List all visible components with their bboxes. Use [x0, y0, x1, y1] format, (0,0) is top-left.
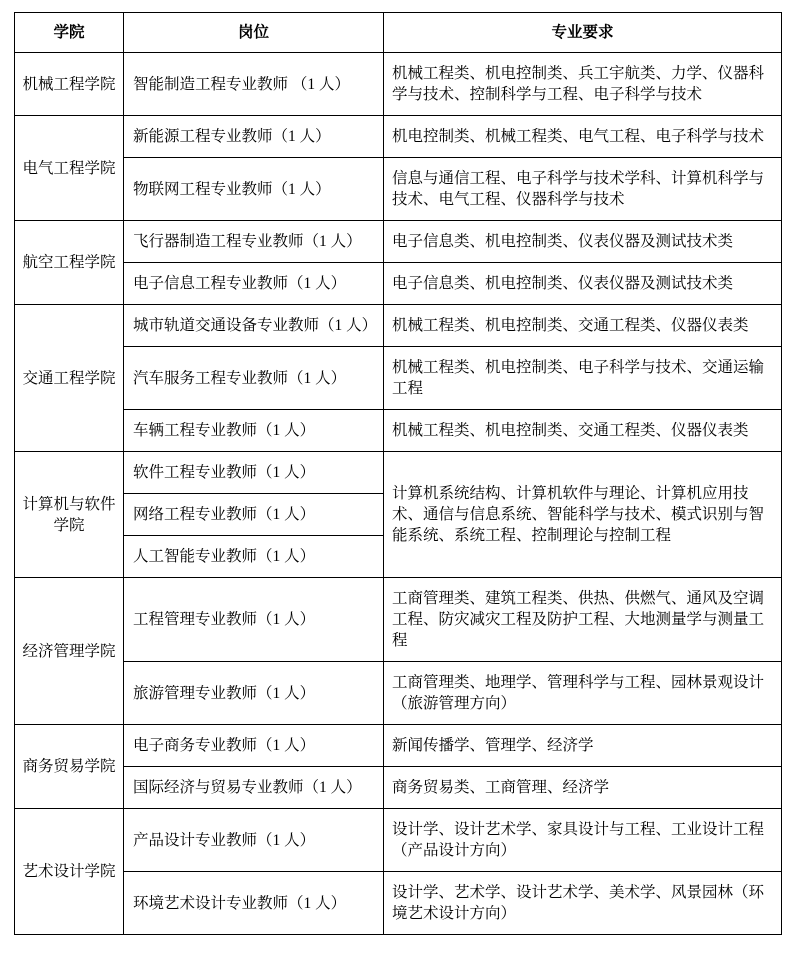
table-row — [15, 578, 782, 662]
table-row — [15, 347, 782, 410]
requirement-cell: 设计学、设计艺术学、家具设计与工程、工业设计工程（产品设计方向） — [384, 809, 782, 872]
header-college: 学院 — [15, 13, 124, 53]
college-cell: 计算机与软件学院 — [15, 452, 124, 578]
position-cell: 车辆工程专业教师（1 人） — [124, 410, 384, 452]
table-row — [15, 410, 782, 452]
college-cell: 商务贸易学院 — [15, 725, 124, 809]
requirement-cell: 电子信息类、机电控制类、仪表仪器及测试技术类 — [384, 263, 782, 305]
position-cell: 工程管理专业教师（1 人） — [124, 578, 384, 662]
position-cell: 智能制造工程专业教师 （1 人） — [124, 53, 384, 116]
position-cell: 网络工程专业教师（1 人） — [124, 494, 384, 536]
college-cell: 经济管理学院 — [15, 578, 124, 725]
table-row — [15, 872, 782, 935]
requirement-cell: 信息与通信工程、电子科学与技术学科、计算机科学与技术、电气工程、仪器科学与技术 — [384, 158, 782, 221]
requirement-cell: 机电控制类、机械工程类、电气工程、电子科学与技术 — [384, 116, 782, 158]
college-cell: 艺术设计学院 — [15, 809, 124, 935]
requirement-cell: 电子信息类、机电控制类、仪表仪器及测试技术类 — [384, 221, 782, 263]
table-row — [15, 725, 782, 767]
table-header-row — [15, 13, 782, 53]
position-cell: 汽车服务工程专业教师（1 人） — [124, 347, 384, 410]
position-cell: 城市轨道交通设备专业教师（1 人） — [124, 305, 384, 347]
table-row — [15, 452, 782, 494]
college-cell: 机械工程学院 — [15, 53, 124, 116]
recruitment-table — [14, 12, 782, 935]
table-row — [15, 767, 782, 809]
position-cell: 环境艺术设计专业教师（1 人） — [124, 872, 384, 935]
requirement-cell: 机械工程类、机电控制类、交通工程类、仪器仪表类 — [384, 305, 782, 347]
college-cell: 电气工程学院 — [15, 116, 124, 221]
college-cell: 交通工程学院 — [15, 305, 124, 452]
position-cell: 新能源工程专业教师（1 人） — [124, 116, 384, 158]
table-body — [15, 53, 782, 935]
position-cell: 软件工程专业教师（1 人） — [124, 452, 384, 494]
position-cell: 飞行器制造工程专业教师（1 人） — [124, 221, 384, 263]
requirement-cell: 机械工程类、机电控制类、交通工程类、仪器仪表类 — [384, 410, 782, 452]
position-cell: 人工智能专业教师（1 人） — [124, 536, 384, 578]
table-row — [15, 662, 782, 725]
college-cell: 航空工程学院 — [15, 221, 124, 305]
table-row — [15, 158, 782, 221]
position-cell: 电子信息工程专业教师（1 人） — [124, 263, 384, 305]
position-cell: 物联网工程专业教师（1 人） — [124, 158, 384, 221]
table-row — [15, 53, 782, 116]
requirement-cell: 新闻传播学、管理学、经济学 — [384, 725, 782, 767]
position-cell: 旅游管理专业教师（1 人） — [124, 662, 384, 725]
requirement-cell: 工商管理类、建筑工程类、供热、供燃气、通风及空调工程、防灾减灾工程及防护工程、大地测量学与测量工程 — [384, 578, 782, 662]
requirement-cell: 机械工程类、机电控制类、兵工宇航类、力学、仪器科学与技术、控制科学与工程、电子科学与技术 — [384, 53, 782, 116]
position-cell: 电子商务专业教师（1 人） — [124, 725, 384, 767]
requirement-cell: 工商管理类、地理学、管理科学与工程、园林景观设计（旅游管理方向） — [384, 662, 782, 725]
table-row — [15, 263, 782, 305]
table-row — [15, 809, 782, 872]
header-position: 岗位 — [124, 13, 384, 53]
requirement-cell: 机械工程类、机电控制类、电子科学与技术、交通运输工程 — [384, 347, 782, 410]
table-row — [15, 305, 782, 347]
table-row — [15, 116, 782, 158]
position-cell: 产品设计专业教师（1 人） — [124, 809, 384, 872]
requirement-cell: 商务贸易类、工商管理、经济学 — [384, 767, 782, 809]
requirement-cell: 计算机系统结构、计算机软件与理论、计算机应用技术、通信与信息系统、智能科学与技术、模式识别与智能系统、系统工程、控制理论与控制工程 — [384, 452, 782, 578]
position-cell: 国际经济与贸易专业教师（1 人） — [124, 767, 384, 809]
requirement-cell: 设计学、艺术学、设计艺术学、美术学、风景园林（环境艺术设计方向） — [384, 872, 782, 935]
table-row — [15, 221, 782, 263]
header-requirement: 专业要求 — [384, 13, 782, 53]
